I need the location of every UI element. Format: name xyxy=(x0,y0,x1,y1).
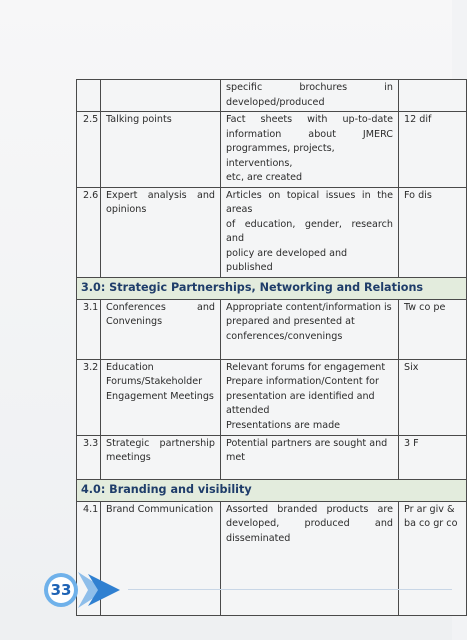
description-line: of education, gender, research and xyxy=(226,218,393,244)
description-line: prepared and presented at xyxy=(226,316,355,327)
row-item: Education Forums/Stakeholder Engagement Meetings xyxy=(101,359,221,435)
description-line: etc, are created xyxy=(226,172,303,183)
table-row xyxy=(77,187,467,277)
description-line: Fact sheets with up-to-date xyxy=(226,114,393,125)
description-line: disseminated xyxy=(226,532,291,544)
table-row xyxy=(77,359,467,435)
description-line: programmes, projects, interventions, xyxy=(226,143,335,169)
row-item: Brand Communication xyxy=(101,501,221,615)
row-number: 2.5 xyxy=(77,112,101,188)
row-description xyxy=(221,359,399,435)
row-description xyxy=(221,435,399,479)
description-line: Appropriate content/information is xyxy=(226,301,392,313)
description-line: presentation are identified and xyxy=(226,390,375,402)
row-target: Pr ar giv & ba co gr co xyxy=(399,501,467,615)
description-line: Potential partners are sought and xyxy=(226,437,388,449)
row-target xyxy=(399,80,467,112)
description-line: specific brochures in xyxy=(226,82,393,93)
section-title: 4.0: Branding and visibility xyxy=(77,479,467,501)
row-number: 3.2 xyxy=(77,359,101,435)
row-description xyxy=(221,187,399,277)
row-number: 2.6 xyxy=(77,187,101,277)
row-number: 4.1 xyxy=(77,501,101,615)
row-item xyxy=(101,80,221,112)
row-number: 3.1 xyxy=(77,299,101,359)
description-line: Presentations are made xyxy=(226,419,341,431)
description-line: attended xyxy=(226,405,270,416)
row-target: Tw co pe xyxy=(399,299,467,359)
row-description xyxy=(221,501,399,615)
row-description xyxy=(221,299,399,359)
section-header-row xyxy=(77,479,467,501)
description-line: conferences/convenings xyxy=(226,330,343,342)
table-row xyxy=(77,112,467,188)
description-line: policy are developed and published xyxy=(226,247,348,273)
row-target: Fo dis xyxy=(399,187,467,277)
row-description xyxy=(221,80,399,112)
row-target: 3 F xyxy=(399,435,467,479)
description-line: information about JMERC xyxy=(226,128,393,140)
description-line: developed, produced and xyxy=(226,518,393,529)
row-number: 3.3 xyxy=(77,435,101,479)
row-description xyxy=(221,112,399,188)
row-number xyxy=(77,80,101,112)
table-row xyxy=(77,501,467,615)
workplan-table xyxy=(76,79,467,616)
row-item: Conferences and Convenings xyxy=(101,299,221,359)
description-line: met xyxy=(226,452,246,463)
table-row xyxy=(77,435,467,479)
table-row xyxy=(77,299,467,359)
page-number: 33 xyxy=(50,581,72,599)
description-line: Relevant forums for engagement xyxy=(226,361,386,373)
row-item: Talking points xyxy=(101,112,221,188)
section-header-row xyxy=(77,277,467,299)
description-line: Assorted branded products are xyxy=(226,503,393,515)
row-target: 12 dif xyxy=(399,112,467,188)
section-title: 3.0: Strategic Partnerships, Networking and Relations xyxy=(77,277,467,299)
row-target: Six xyxy=(399,359,467,435)
table-row xyxy=(77,80,467,112)
description-line: developed/produced xyxy=(226,96,325,108)
row-item: Strategic partnership meetings xyxy=(101,435,221,479)
row-item: Expert analysis and opinions xyxy=(101,187,221,277)
description-line: Prepare information/Content for xyxy=(226,376,379,387)
description-line: Articles on topical issues in the areas xyxy=(226,189,393,215)
footer-divider xyxy=(128,589,452,590)
